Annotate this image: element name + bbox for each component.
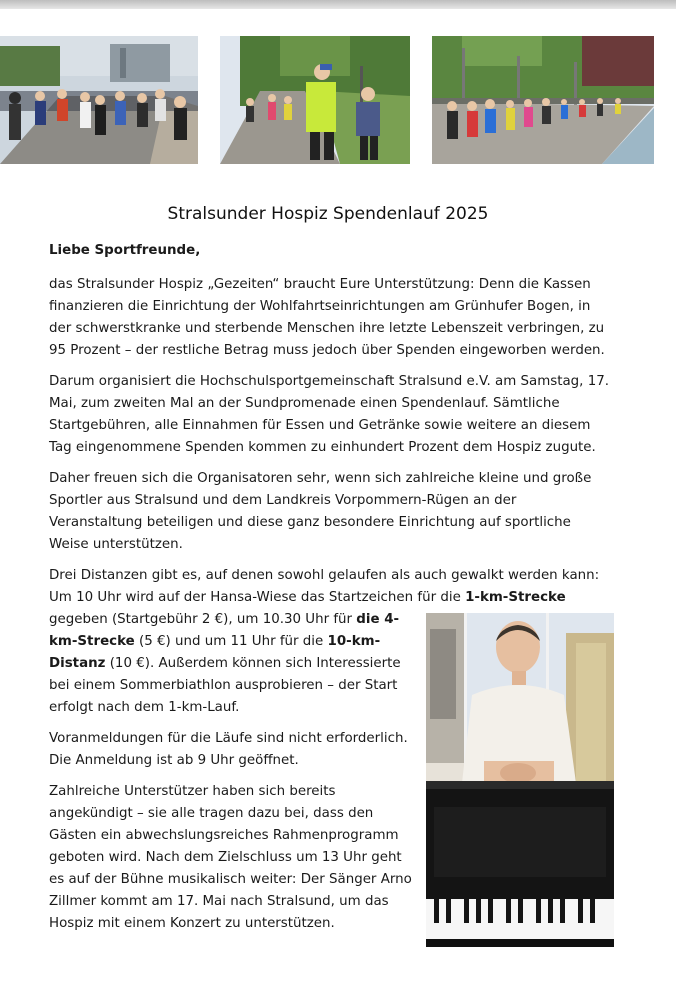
- paragraph-invitation: Daher freuen sich die Organisatoren sehr, wenn sich zahlreiche kleine und große Sportler aus Stralsund und dem Landkreis Vorpommern-Rügen an der Veranstaltung beteiligen und diese ganz besondere Einrichtung auf sportliche Weise unterstützen.: [49, 471, 592, 552]
- distance-1km: 1-km-Strecke: [465, 590, 566, 605]
- photo-strip: [0, 36, 676, 166]
- distances-text-1: Drei Distanzen gibt es, auf denen sowohl gelaufen als auch gewalkt werden kann: Um 10 Uhr wird auf der Hansa-Wiese das Startzeichen für die: [49, 568, 600, 605]
- greeting: Liebe Sportfreunde,: [49, 243, 201, 258]
- distances-text-2: gegeben (Startgebühr 2 €), um 10.30 Uhr für: [49, 612, 357, 627]
- paragraph-registration: Voranmeldungen für die Läufe sind nicht erforderlich. Die Anmeldung ist ab 9 Uhr geöffnet.: [49, 731, 408, 768]
- distance-10km: 10-km-Distanz: [49, 634, 381, 671]
- distances-text-3: (5 €) und um 11 Uhr für die: [134, 634, 328, 649]
- runners-crowd-photo: [0, 36, 198, 164]
- paragraph-organizer: Darum organisiert die Hochschulsportgemeinschaft Stralsund e.V. am Samstag, 17. Mai, zum zweiten Mal an der Sundpromenade einen Spendenlauf. Sämtliche Startgebühren, alle Einnahmen für Essen und Getränke sowie weitere an diesem Tag eingenommene Spenden kommen zu einhundert Prozent dem Hospiz zugute.: [49, 374, 609, 455]
- runners-waterfront-photo: [432, 36, 654, 164]
- article-body: [49, 240, 609, 947]
- paragraph-distances: [49, 565, 609, 719]
- page-title: Stralsunder Hospiz Spendenlauf 2025: [167, 204, 489, 224]
- walkers-promenade-photo: [220, 36, 410, 164]
- paragraph-intro: das Stralsunder Hospiz „Gezeiten“ braucht Eure Unterstützung: Denn die Kassen finanzieren die Einrichtung der Wohlfahrtseinrichtungen am Grünhufer Bogen, in der schwerstkranke und sterbende Menschen ihre letzte Lebenszeit verbringen, zu 95 Prozent – der restliche Betrag muss jedoch über Spenden eingeworben werden.: [49, 277, 605, 358]
- distance-4km: die 4-km-Strecke: [49, 612, 400, 649]
- distances-text-4: (10 €). Außerdem können sich Interessierte bei einem Sommerbiathlon ausprobieren – der Start erfolgt nach dem 1-km-Lauf.: [49, 656, 401, 715]
- singer-piano-photo: [426, 613, 614, 947]
- top-frame-bar: [0, 0, 676, 9]
- paragraph-program: Zahlreiche Unterstützer haben sich bereits angekündigt – sie alle tragen dazu bei, dass den Gästen ein abwechslungsreiches Rahmenprogramm geboten wird. Nach dem Zielschluss um 13 Uhr geht es auf der Bühne musikalisch weiter: Der Sänger Arno Zillmer kommt am 17. Mai nach Stralsund, um das Hospiz mit einem Konzert zu unterstützen.: [49, 784, 412, 931]
